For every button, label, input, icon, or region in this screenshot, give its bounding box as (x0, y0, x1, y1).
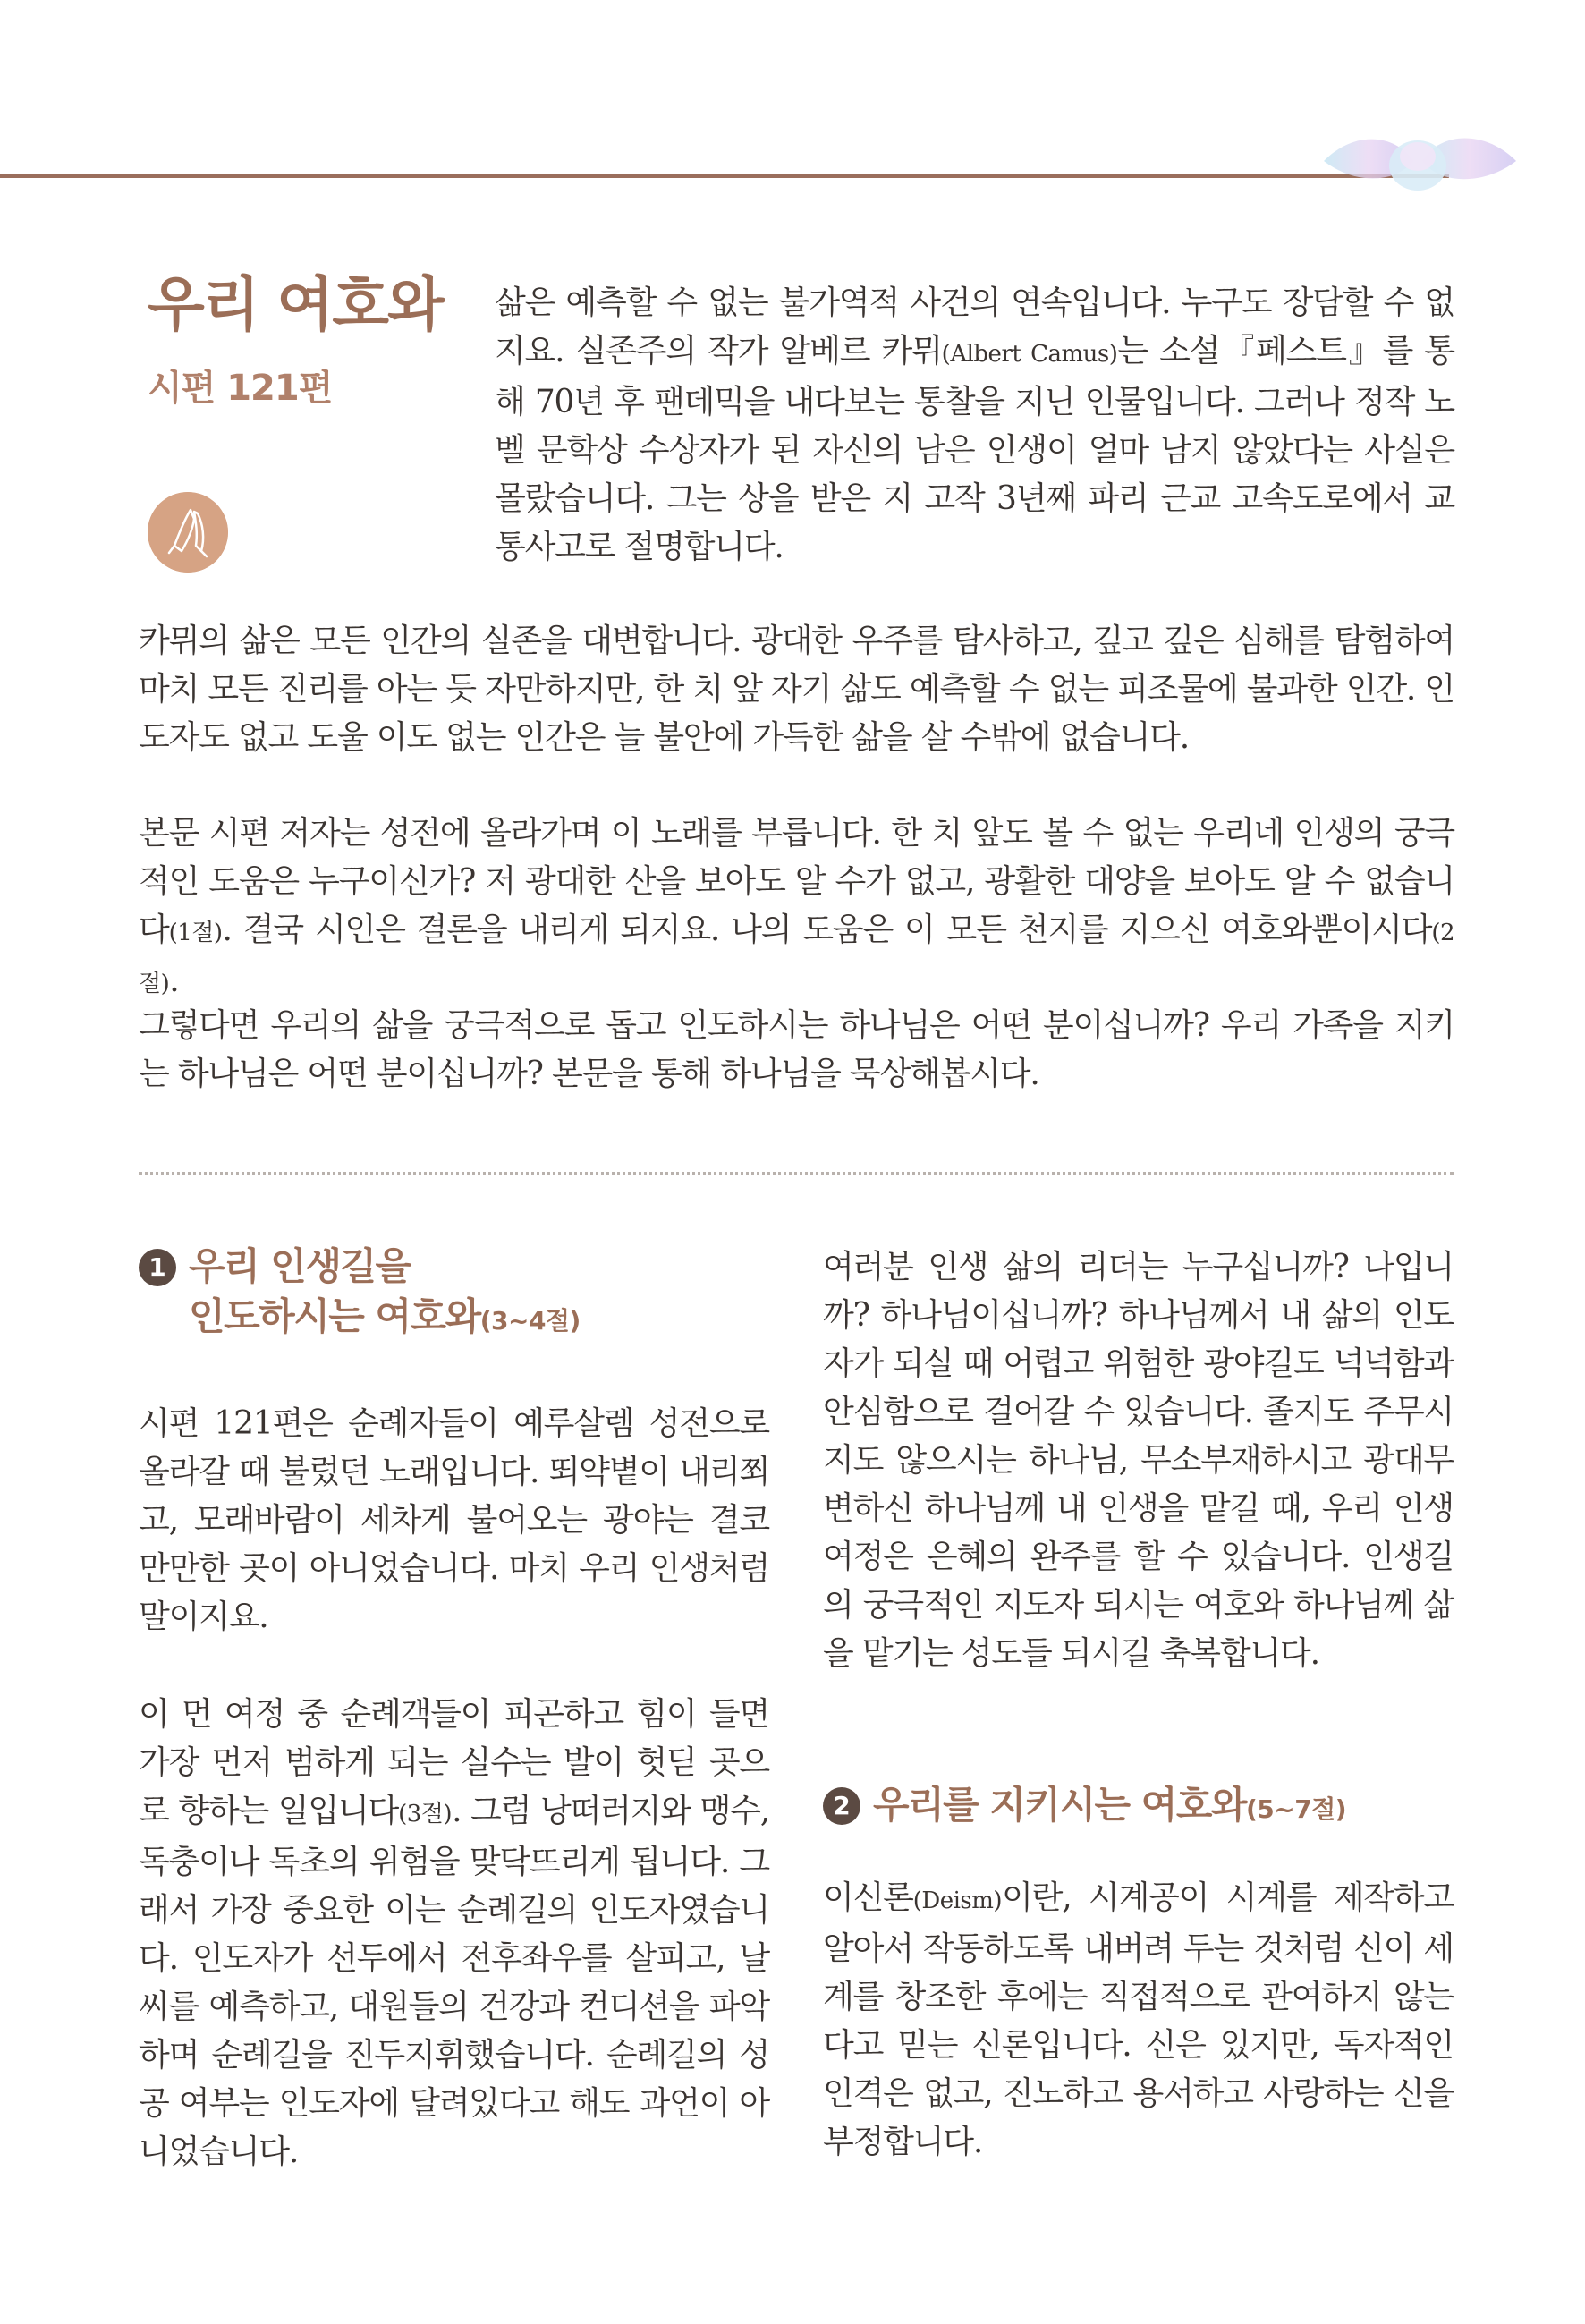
section-1-paragraph-3: 여러분 인생 삶의 리더는 누구십니까? 나입니까? 하나님이십니까? 하나님께서 내 삶의 인도자가 되실 때 어렵고 위험한 광야길도 넉넉함과 안심함으로 걸어갈 수 있습니다. 졸지도 주무시지도 않으시는 하나님, 무소부재하시고 광대무변하신 하나님께 내 인생을 맡길 때, 우리 인생 여정은 은혜의 완주를 할 수 있습니다. 인생길의 궁극적인 지도자 되시는 여호와 하나님께 삶을 맡기는 성도들 되시길 축복합니다. (823, 1249, 1454, 1672)
lotus-ornament-icon (1315, 121, 1521, 192)
title-block (148, 270, 452, 411)
intro-paragraph-3: 본문 시편 저자는 성전에 올라가며 이 노래를 부릅니다. 한 치 앞도 볼 수 없는 우리네 인생의 궁극적인 도움은 누구이신가? 저 광대한 산을 보아도 알 수가 없고, 광활한 대양을 보아도 알 수 없습니다(1절). 결국 시인은 결론을 내리게 되지요. 나의 도움은 이 모든 천지를 지으신 여호와뿐이시다(2절). (139, 815, 1454, 999)
scripture-reference: 시편 121편 (148, 367, 333, 409)
intro-paragraph-1: 삶은 예측할 수 없는 불가역적 사건의 연속입니다. 누구도 장담할 수 없지요. 실존주의 작가 알베르 카뮈(Albert Camus)는 소설『페스트』를 통해 70년 후 팬데믹을 내다보는 통찰을 지닌 인물입니다. 그러나 정작 노벨 문학상 수상자가 된 자신의 남은 인생이 얼마 남지 않았다는 사실은 몰랐습니다. 그는 상을 받은 지 고작 3년째 파리 근교 고속도로에서 교통사고로 절명합니다. (495, 284, 1454, 565)
praying-hands-icon (148, 492, 228, 573)
section-2-heading: 2 우리를 지키시는 여호와(5~7절) (823, 1780, 1454, 1835)
section-number-badge: 2 (823, 1787, 860, 1825)
intro-paragraph-2: 카뮈의 삶은 모든 인간의 실존을 대변합니다. 광대한 우주를 탐사하고, 깊고 깊은 심해를 탐험하여 마치 모든 진리를 아는 듯 자만하지만, 한 치 앞 자기 삶도 예측할 수 없는 피조물에 불과한 인간. 인도자도 없고 도울 이도 없는 인간은 늘 불안에 가득한 삶을 살 수밖에 없습니다. (139, 623, 1454, 756)
dotted-divider (139, 1172, 1454, 1175)
section-1-heading: 1 우리 인생길을 인도하시는 여호와(3~4절) (139, 1242, 765, 1346)
section-1-paragraph-2: 이 먼 여정 중 순례객들이 피곤하고 힘이 들면 가장 먼저 범하게 되는 실수는 발이 헛딛 곳으로 향하는 일입니다(3절). 그럼 낭떠러지와 맹수, 독충이나 독초의 위험을 맞닥뜨리게 됩니다. 그래서 가장 중요한 이는 순례길의 인도자였습니다. 인도자가 선두에서 전후좌우를 살피고, 날씨를 예측하고, 대원들의 건강과 컨디션을 파악하며 순례길을 진두지휘했습니다. 순례길의 성공 여부는 인도자에 달려있다고 해도 과언이 아니었습니다. (139, 1696, 769, 2170)
top-rule (0, 174, 1449, 178)
section-2-paragraph-1: 이신론(Deism)이란, 시계공이 시계를 제작하고 알아서 작동하도록 내버려 두는 것처럼 신이 세계를 창조한 후에는 직접적으로 관여하지 않는다고 믿는 신론입니다. 신은 있지만, 독자적인 인격은 없고, 진노하고 용서하고 사랑하는 신을 부정합니다. (823, 1879, 1454, 2160)
section-1-paragraph-1: 시편 121편은 순례자들이 예루살렘 성전으로 올라갈 때 불렀던 노래입니다. 뙤약볕이 내리쬐고, 모래바람이 세차게 불어오는 광야는 결코 만만한 곳이 아니었습니다. 마치 우리 인생처럼 말이지요. (139, 1405, 769, 1635)
intro-paragraph-4: 그렇다면 우리의 삶을 궁극적으로 돕고 인도하시는 하나님은 어떤 분이십니까? 우리 가족을 지키는 하나님은 어떤 분이십니까? 본문을 통해 하나님을 묵상해봅시다. (139, 1007, 1454, 1092)
section-number-badge: 1 (139, 1249, 176, 1286)
page-title: 우리 여호와 (148, 270, 443, 339)
